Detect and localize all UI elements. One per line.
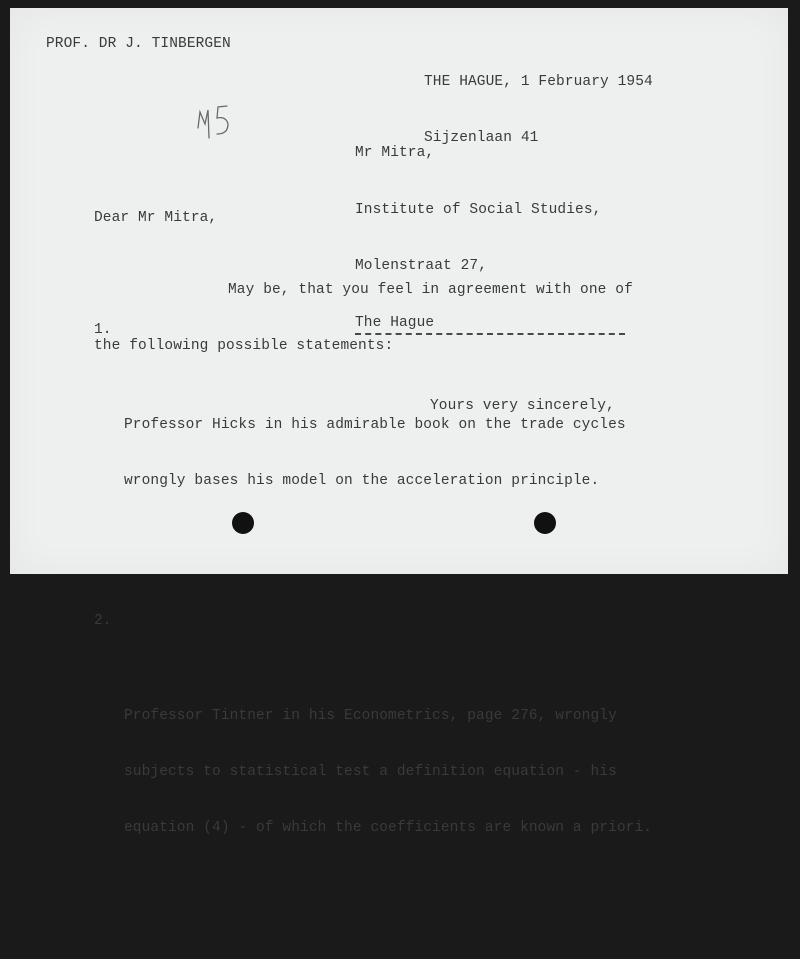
closing: Yours very sincerely, <box>430 398 615 414</box>
item-line: equation (4) - of which the coefficients are known a priori. <box>124 820 653 836</box>
greeting: Dear Mr Mitra, <box>94 210 218 226</box>
item-line: subjects to statistical test a definition equation - his <box>124 764 617 780</box>
intro-line: May be, that you feel in agreement with one of <box>228 282 633 298</box>
statement-list <box>94 283 652 959</box>
recipient-line: Mr Mitra, <box>355 145 435 161</box>
item-number: 1. <box>94 322 112 338</box>
date-line: THE HAGUE, 1 February 1954 <box>424 74 653 90</box>
item-line: Professor Hicks in his admirable book on the trade cycles <box>124 417 626 433</box>
recipient-line: Institute of Social Studies, <box>355 201 602 218</box>
recipient-line: Molenstraat 27, <box>355 258 488 274</box>
handwritten-note-mark <box>192 98 242 158</box>
list-item <box>94 612 652 913</box>
recipient-city-underlined: The Hague <box>355 314 625 335</box>
item-line: wrongly bases his model on the acceleration principle. <box>124 473 600 489</box>
item-number: 2. <box>94 613 112 629</box>
sender-name: PROF. DR J. TINBERGEN <box>46 36 231 52</box>
letter-page <box>10 8 788 836</box>
list-item <box>94 321 652 566</box>
intro-line: the following possible statements: <box>94 338 394 354</box>
punch-hole <box>534 512 556 534</box>
sender-address: Sijzenlaan 41 <box>424 130 539 146</box>
item-line: Professor Tintner in his Econometrics, page 276, wrongly <box>124 708 617 724</box>
punch-hole <box>232 512 254 534</box>
